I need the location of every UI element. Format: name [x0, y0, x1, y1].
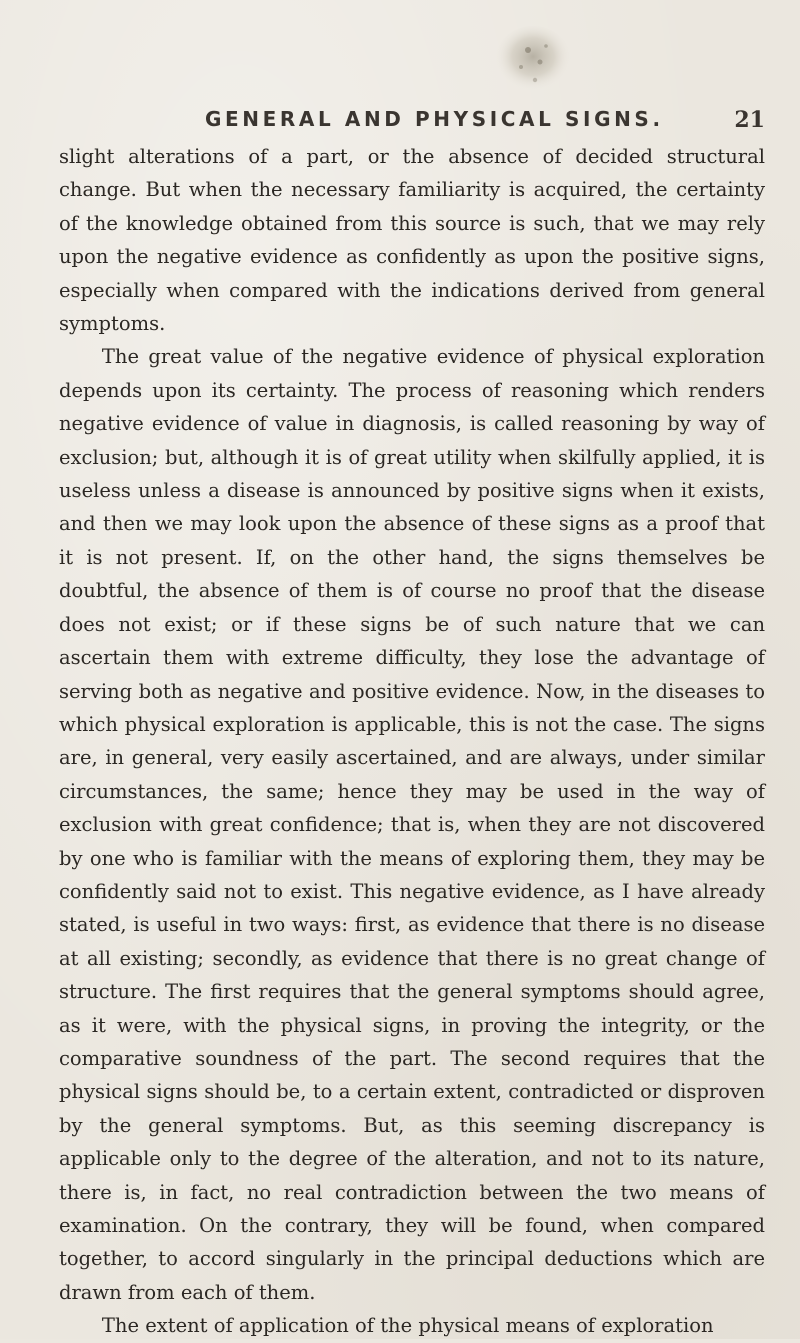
paragraph: The extent of application of the physical means of exploration — [101, 1314, 714, 1338]
paragraph: The great value of the negative evidence of physical exploration depends upon its certainty. The process of reasoning which renders negative evidence of value in diagnosis, is called reasoning by way of exclusion; but, although it is of great utility when skilfully applied, it is useless unless a disease is announced by positive signs when it exists, and then we may look upon the absence of these signs as a proof that it is not present. If, on the other hand, the signs themselves be doubtful, the absence of them is of course no proof that the disease does not exist; or if these signs be of such nature that we can ascertain them with extreme difficulty, they lose the advantage of serving both as negative and positive evidence. Now, in the diseases to which physical exploration is applicable, this is not the case. The signs are, in general, very easily ascertained, and are always, under similar circumstances, the same; hence they may be used in the way of exclusion with great confidence; that is, when they are not discovered by one who is familiar with the means of exploring them, they may be confidently said not to exist. This negative evidence, as I have already stated, is useful in two ways: first, as evidence that there is no disease at all existing; secondly, as evidence that there is no great change of structure. The first requires that the general symptoms should agree, as it were, with the physical signs, in proving the integrity, or the comparative soundness of the part. The second requires that the physical signs should be, to a certain extent, contradicted or disproven by the general symptoms. But, as this seeming discrepancy is applicable only to the degree of the alteration, and not to its nature, there is, in fact, no real contradiction between the two means of examination. On the contrary, they will be found, when compared together, to accord singularly in the principal deductions which are drawn from each of them. — [59, 345, 765, 1304]
running-title: GENERAL AND PHYSICAL SIGNS. — [205, 107, 664, 131]
ink-smudge-icon — [488, 22, 578, 102]
running-head — [205, 107, 765, 137]
body-text — [59, 140, 765, 1343]
page-number: 21 — [734, 107, 765, 133]
paragraph: slight alterations of a part, or the absence of decided structural change. But when the necessary familiarity is acquired, the certainty of the knowledge obtained from this source is such, that we may rely upon the negative evidence as confidently as upon the positive signs, especially when compared with the indications derived from general symptoms. — [59, 145, 765, 336]
